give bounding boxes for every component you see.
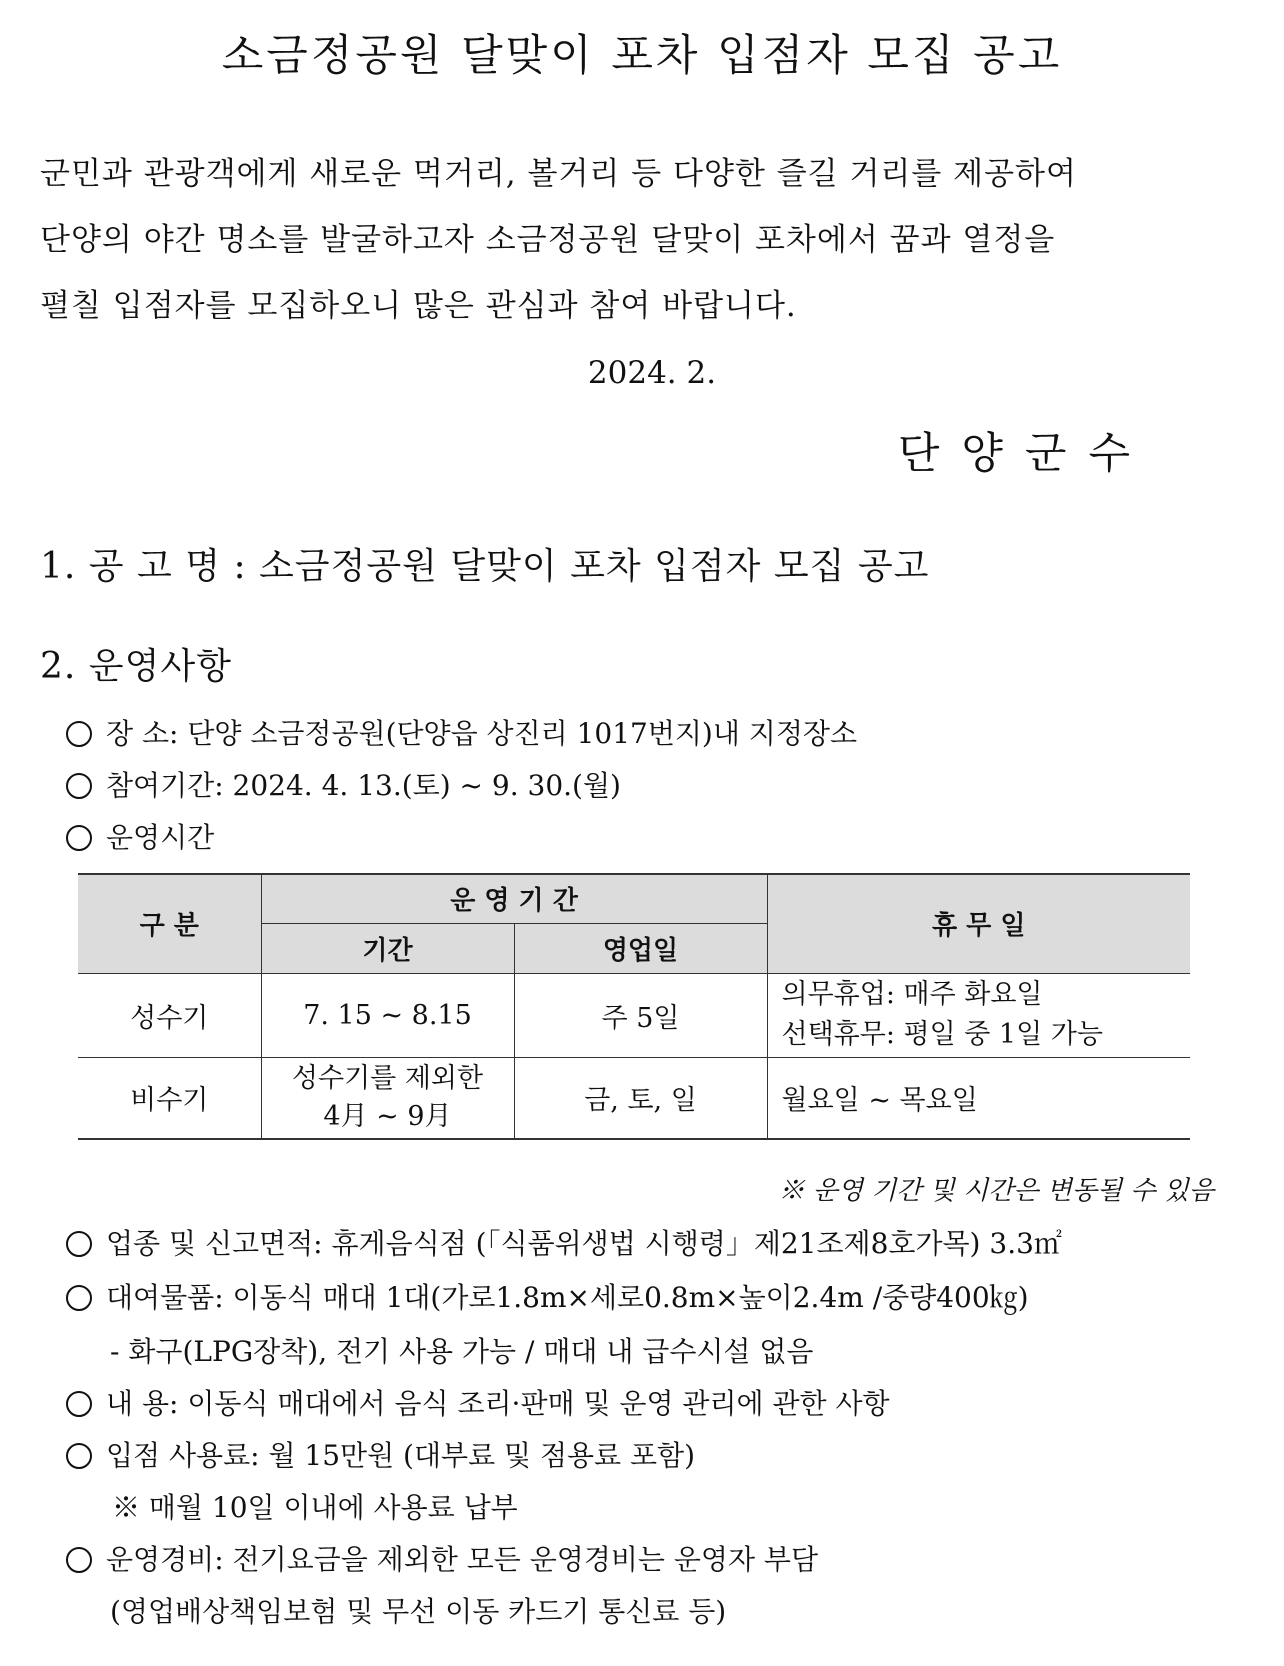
schedule-note: ※ 운영 기간 및 시간은 변동될 수 있음 <box>778 1176 1214 1206</box>
period-text: 참여기간: 2024. 4. 13.(토) ~ 9. 30.(월) <box>106 769 621 802</box>
document-title: 소금정공원 달맞이 포차 입점자 모집 공고 <box>221 31 1063 81</box>
hours-text: 운영시간 <box>106 821 215 854</box>
expenses-item <box>66 1538 818 1578</box>
row-business-days: 주 5일 <box>514 973 767 1057</box>
rental-text: 대여물품: 이동식 매대 1대(가로1.8m×세로0.8m×높이2.4m /중량400㎏) <box>106 1281 1029 1314</box>
row-period: 7. 15 ~ 8.15 <box>261 973 514 1057</box>
circle-bullet-icon <box>66 1547 92 1573</box>
period-line: 성수기를 제외한 <box>291 1062 484 1094</box>
business-type-text: 업종 및 신고면적: 휴게음식점 (「식품위생법 시행령」제21조제8호가목) 3.3㎡ <box>106 1227 1062 1260</box>
issuer-name: 단양군수 <box>897 429 1152 479</box>
closed-line: 선택휴무: 평일 중 1일 가능 <box>781 1019 1103 1050</box>
content-item <box>66 1382 890 1422</box>
row-period <box>261 1057 514 1139</box>
header-operation-period: 운 영 기 간 <box>261 874 767 923</box>
header-closed-days: 휴 무 일 <box>767 874 1190 973</box>
circle-bullet-icon <box>66 1391 92 1417</box>
row-closed-days <box>767 973 1190 1057</box>
intro-line-2: 단양의 야간 명소를 발굴하고자 소금정공원 달맞이 포차에서 꿈과 열정을 <box>40 222 1056 258</box>
business-type-item <box>66 1222 1062 1262</box>
period-item <box>66 764 621 804</box>
expenses-text: 운영경비: 전기요금을 제외한 모든 운영경비는 운영자 부담 <box>106 1543 818 1576</box>
header-period: 기간 <box>261 923 514 973</box>
closed-line: 의무휴업: 매주 화요일 <box>781 979 1043 1010</box>
circle-bullet-icon <box>66 721 92 747</box>
notice-date: 2024. 2. <box>587 355 717 391</box>
section-2-heading: 2. 운영사항 <box>40 646 232 687</box>
expenses-sub-text: (영업배상책임보험 및 무선 이동 카드기 통신료 등) <box>110 1595 727 1628</box>
schedule-table <box>78 873 1190 1140</box>
rental-sub-text: - 화구(LPG장착), 전기 사용 가능 / 매대 내 급수시설 없음 <box>110 1335 814 1368</box>
rental-item <box>66 1276 1029 1316</box>
circle-bullet-icon <box>66 1231 92 1257</box>
content-text: 내 용: 이동식 매대에서 음식 조리·판매 및 운영 관리에 관한 사항 <box>106 1387 890 1420</box>
hours-item <box>66 816 214 856</box>
row-business-days: 금, 토, 일 <box>514 1057 767 1139</box>
header-category: 구 분 <box>78 874 261 973</box>
table-row <box>78 1057 1190 1139</box>
intro-line-3: 펼칠 입점자를 모집하오니 많은 관심과 참여 바랍니다. <box>40 288 797 324</box>
table-row <box>78 973 1190 1057</box>
place-item <box>66 712 857 752</box>
row-closed-days: 월요일 ~ 목요일 <box>767 1057 1190 1139</box>
circle-bullet-icon <box>66 825 92 851</box>
circle-bullet-icon <box>66 1285 92 1311</box>
circle-bullet-icon <box>66 773 92 799</box>
row-category: 비수기 <box>78 1057 261 1139</box>
fee-sub-text: ※ 매월 10일 이내에 사용료 납부 <box>112 1491 518 1524</box>
place-text: 장 소: 단양 소금정공원(단양읍 상진리 1017번지)내 지정장소 <box>106 717 857 750</box>
fee-text: 입점 사용료: 월 15만원 (대부료 및 점용료 포함) <box>106 1439 696 1472</box>
fee-item <box>66 1434 695 1474</box>
circle-bullet-icon <box>66 1443 92 1469</box>
header-business-days: 영업일 <box>514 923 767 973</box>
section-1-heading: 1. 공 고 명 : 소금정공원 달맞이 포차 입점자 모집 공고 <box>40 546 930 587</box>
period-line: 4月 ~ 9月 <box>323 1100 452 1132</box>
row-category: 성수기 <box>78 973 261 1057</box>
intro-line-1: 군민과 관광객에게 새로운 먹거리, 볼거리 등 다양한 즐길 거리를 제공하여 <box>40 156 1077 192</box>
